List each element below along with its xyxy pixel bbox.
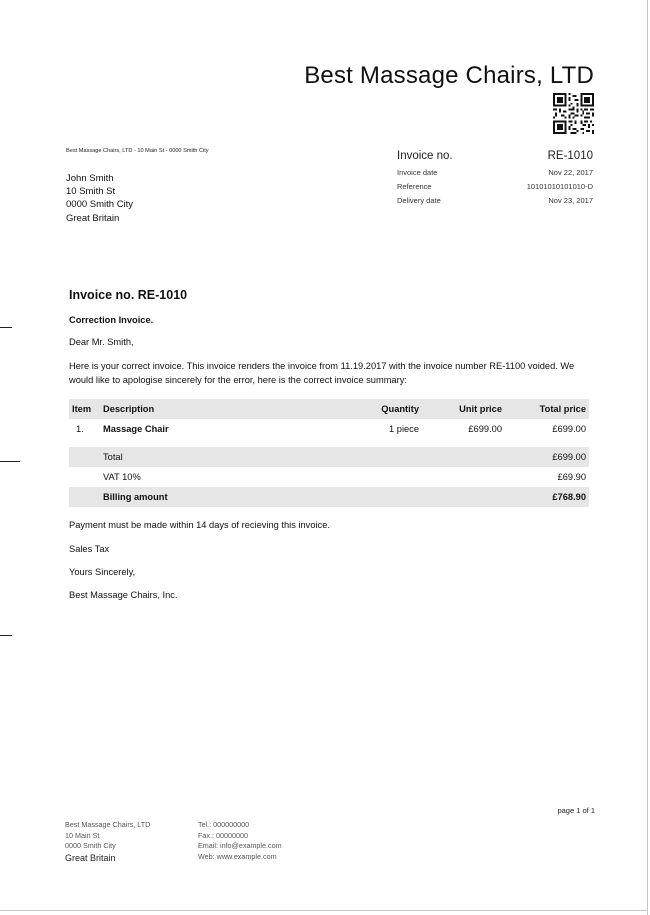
invoice-heading: Invoice no. RE-1010 <box>69 288 188 302</box>
invoice-date-row <box>397 165 593 179</box>
footer-address <box>65 820 150 864</box>
summary-label: Total <box>100 447 340 467</box>
line-quantity: 1 piece <box>389 424 419 434</box>
footer-tel: Tel.: 000000000 <box>198 820 250 829</box>
line-item-number: 1. <box>76 424 84 434</box>
footer-fax: Fax.: 00000000 <box>198 830 248 840</box>
footer-city: 0000 Smith City <box>65 841 116 850</box>
footer-contact <box>198 820 282 862</box>
table-row <box>69 419 589 439</box>
recipient-city: 0000 Smith City <box>66 199 134 211</box>
reference-row <box>397 179 593 193</box>
header-item: Item <box>69 399 100 419</box>
intro-paragraph: Here is your correct invoice. This invoice renders the invoice from 11.19.2017 with the invoice number RE-1100 voided. We would like to apologise sincerely for the error, here is the correct invoice summary: <box>69 361 575 385</box>
footer-company: Best Massage Chairs, LTD <box>65 820 151 829</box>
recipient-address <box>66 172 133 225</box>
meta-value: Nov 23, 2017 <box>548 195 593 205</box>
table-header-row <box>69 399 589 419</box>
summary-label: Billing amount <box>100 487 340 507</box>
invoice-items-table <box>69 399 589 507</box>
meta-value: Nov 22, 2017 <box>548 167 593 177</box>
page-edge-right <box>647 0 648 915</box>
meta-label: Invoice date <box>397 167 438 177</box>
fold-mark-bottom <box>0 635 12 636</box>
footer-email: Email: info@example.com <box>198 841 282 850</box>
company-name: Best Massage Chairs, LTD <box>304 62 594 89</box>
invoice-meta <box>397 147 593 207</box>
invoice-number-label: Invoice no. <box>397 150 453 162</box>
recipient-street: 10 Smith St <box>66 186 116 198</box>
summary-value: £768.90 <box>505 487 589 507</box>
signature: Best Massage Chairs, Inc. <box>69 590 178 600</box>
line-description: Massage Chair <box>103 424 169 434</box>
recipient-country: Great Britain <box>66 212 120 224</box>
header-unit-price: Unit price <box>422 399 505 419</box>
summary-vat-row <box>69 467 589 487</box>
summary-billing-row <box>69 487 589 507</box>
summary-total-row <box>69 447 589 467</box>
summary-value: £69.90 <box>557 472 586 482</box>
sales-tax-note: Sales Tax <box>69 544 110 554</box>
footer-street: 10 Main St <box>65 830 100 840</box>
header-description: Description <box>100 399 340 419</box>
delivery-date-row <box>397 193 593 207</box>
meta-label: Reference <box>397 181 432 191</box>
meta-value: 10101010101010-D <box>526 181 593 191</box>
footer-country: Great Britain <box>65 852 116 863</box>
payment-terms: Payment must be made within 14 days of recieving this invoice. <box>69 520 330 530</box>
line-total-price: £699.00 <box>552 424 586 434</box>
regards: Yours Sincerely, <box>69 567 136 577</box>
page-edge-bottom <box>0 910 648 911</box>
footer-web: Web: www.example.com <box>198 851 277 861</box>
meta-label: Delivery date <box>397 195 441 205</box>
punch-mark <box>0 461 20 462</box>
summary-value: £699.00 <box>505 447 589 467</box>
header-total-price: Total price <box>505 399 589 419</box>
salutation: Dear Mr. Smith, <box>69 337 134 347</box>
invoice-number-row <box>397 147 593 165</box>
page-number: page 1 of 1 <box>557 806 595 815</box>
line-unit-price: £699.00 <box>468 424 502 434</box>
fold-mark-top <box>0 327 12 328</box>
summary-label: VAT 10% <box>103 472 141 482</box>
invoice-number-value: RE-1010 <box>547 150 593 162</box>
sender-address-line: Best Massage Chairs, LTD - 10 Main St - 0000 Smith City <box>66 148 209 154</box>
header-quantity: Quantity <box>340 399 422 419</box>
recipient-name: John Smith <box>66 173 114 184</box>
invoice-subject: Correction Invoice. <box>69 315 154 325</box>
qr-code <box>553 93 594 134</box>
